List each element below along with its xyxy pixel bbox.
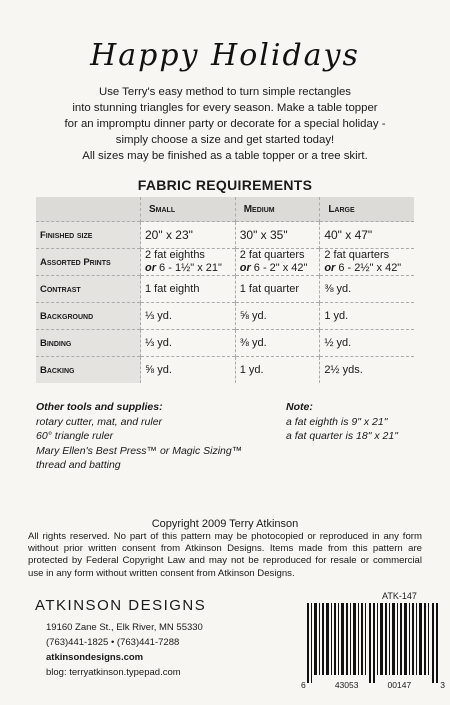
header-corner xyxy=(36,197,141,222)
table-cell xyxy=(235,249,320,276)
website-link[interactable]: atkinsondesigns.com xyxy=(46,652,144,663)
tools-item: thread and batting xyxy=(36,459,121,471)
note-item: a fat quarter is 18" x 21" xyxy=(286,430,398,442)
row-label: Background xyxy=(36,303,141,330)
copyright-line: Copyright 2009 Terry Atkinson xyxy=(151,518,299,530)
intro-line: into stunning triangles for every season. Make a table topper xyxy=(72,102,378,114)
tools-heading: Other tools and supplies: xyxy=(36,401,163,413)
row-label: Finished size xyxy=(36,222,141,249)
barcode-digit: 3 xyxy=(440,680,445,690)
table-cell: ⅝ yd. xyxy=(235,303,320,330)
table-cell: 1 fat eighth xyxy=(141,276,236,303)
col-header-small: Small xyxy=(141,197,236,222)
barcode-digit: 00147 xyxy=(387,680,412,690)
row-label: Backing xyxy=(36,357,141,384)
table-row xyxy=(36,276,414,303)
intro-line: simply choose a size and get started today! xyxy=(115,134,335,146)
blog-link[interactable]: blog: terryatkinson.typepad.com xyxy=(46,667,181,678)
contact-block xyxy=(46,620,203,680)
cell-line: 2 fat quarters xyxy=(324,249,390,261)
table-cell: 1 fat quarter xyxy=(235,276,320,303)
intro-line: Use Terry's easy method to turn simple rectangles xyxy=(98,86,352,98)
table-cell xyxy=(320,249,414,276)
table-row xyxy=(36,303,414,330)
note-box xyxy=(286,400,436,444)
or-word: or xyxy=(239,262,251,274)
sku-label: ATK-147 xyxy=(382,591,417,601)
table-cell: ⅓ yd. xyxy=(141,303,236,330)
col-header-large: Large xyxy=(320,197,414,222)
barcode-digit: 43053 xyxy=(334,680,359,690)
table-cell: ⅓ yd. xyxy=(141,330,236,357)
intro-text xyxy=(20,84,430,164)
table-header-row xyxy=(36,197,414,222)
table-cell: ⅜ yd. xyxy=(320,276,414,303)
pattern-title: Happy Holidays xyxy=(90,38,360,73)
row-label: Contrast xyxy=(36,276,141,303)
note-item: a fat eighth is 9" x 21" xyxy=(286,415,388,428)
intro-line: All sizes may be finished as a table topper or a tree skirt. xyxy=(82,150,368,162)
cell-line xyxy=(240,262,316,275)
table-cell: 40" x 47" xyxy=(320,222,414,249)
row-label: Binding xyxy=(36,330,141,357)
table-cell: 30" x 35" xyxy=(235,222,320,249)
cell-line: 2 fat eighths xyxy=(145,249,205,261)
tools-supplies xyxy=(36,400,266,473)
barcode-icon xyxy=(305,603,439,683)
table-cell: 1 yd. xyxy=(320,303,414,330)
table-row xyxy=(36,357,414,384)
tools-item: rotary cutter, mat, and ruler xyxy=(36,415,163,428)
address: 19160 Zane St., Elk River, MN 55330 xyxy=(46,622,203,633)
col-header-medium: Medium xyxy=(235,197,320,222)
table-cell: 1 yd. xyxy=(235,357,320,384)
table-cell xyxy=(141,249,236,276)
note-heading: Note: xyxy=(286,401,313,413)
cell-text: 6 - 2" x 42" xyxy=(250,262,308,274)
cell-line xyxy=(145,262,231,275)
row-label: Assorted Prints xyxy=(36,249,141,276)
fabric-requirements-table xyxy=(36,197,414,383)
tools-item: Mary Ellen's Best Press™ or Magic Sizing™ xyxy=(36,444,243,457)
table-cell: ⅜ yd. xyxy=(235,330,320,357)
table-cell: ⅝ yd. xyxy=(141,357,236,384)
cell-line: 2 fat quarters xyxy=(239,249,305,261)
legal-text: All rights reserved. No part of this pattern may be photocopied or reproduced in any form without prior written consent from Atkinson Designs. Items made from this pattern are protected by Federal Copyright Law and may not be reproduced for resale or commercial use in any form without written consent from Atkinson Designs. xyxy=(28,531,422,579)
or-word: or xyxy=(324,262,336,274)
cell-text: 6 - 2½" x 42" xyxy=(335,262,402,274)
table-row xyxy=(36,249,414,276)
barcode-digit: 6 xyxy=(301,680,306,690)
table-row xyxy=(36,222,414,249)
barcode-digits xyxy=(301,680,445,690)
cell-text: 6 - 1½" x 21" xyxy=(156,262,222,274)
table-cell: 20" x 23" xyxy=(141,222,236,249)
phone-numbers: (763)441-1825 • (763)441-7288 xyxy=(46,637,180,648)
tools-item: 60° triangle ruler xyxy=(36,430,114,442)
brand-name: ATKINSON DESIGNS xyxy=(35,597,207,614)
table-row xyxy=(36,330,414,357)
cell-line xyxy=(324,262,410,275)
table-cell: 2½ yds. xyxy=(320,357,414,384)
intro-line: for an impromptu dinner party or decorate for a special holiday - xyxy=(64,118,386,130)
or-word: or xyxy=(145,262,156,274)
table-cell: ½ yd. xyxy=(320,330,414,357)
fabric-requirements-heading: FABRIC REQUIREMENTS xyxy=(137,177,313,193)
